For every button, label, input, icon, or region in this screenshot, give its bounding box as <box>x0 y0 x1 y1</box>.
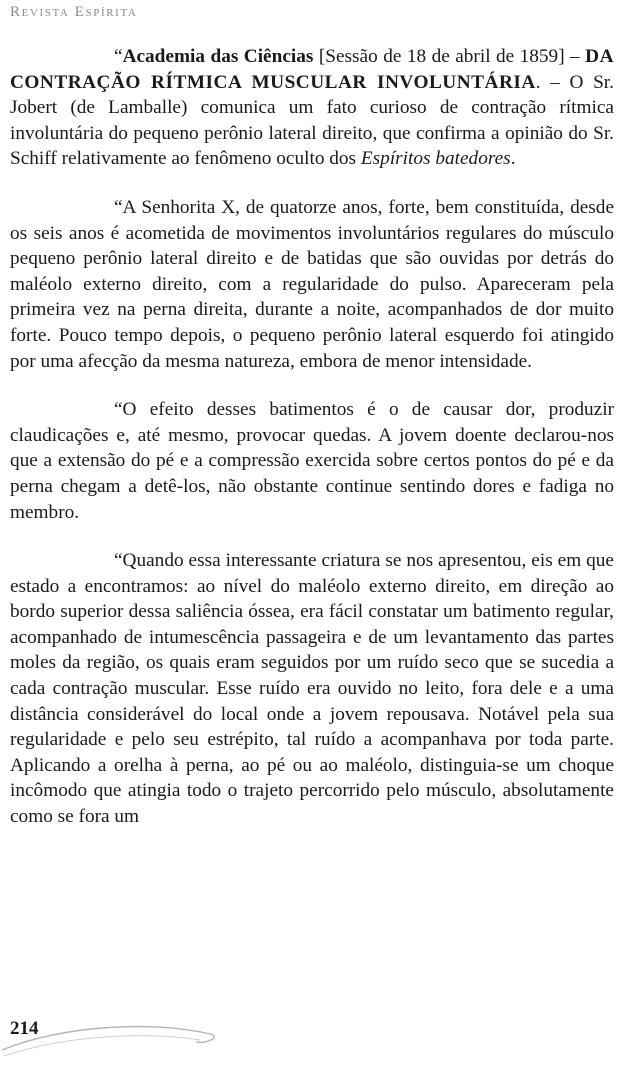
text-segment: . <box>510 148 516 170</box>
text-segment: “Quando essa interessante criatura se nos apresentou, eis em que estado a encontramos: ao nível do maléolo externo direito, em direção ao bordo superior dessa saliência óssea, era fácil constatar um batimento regular, acompanhado de intumescência passageira e de um levantamento das partes moles da região, os quais eram seguidos por um ruído seco que se sucedia a cada contração muscular. Esse ruído era ouvido no leito, fora dele e a uma distância considerável do local onde a jovem repousava. Notável pela sua regularidade e pelo seu estrépito, tal ruído a acompanhava por toda parte. Aplicando a orelha à perna, ao pé ou ao maléolo, distinguia-se um choque incômodo que atingia todo o trajeto percorrido pelo músculo, absolutamente como se fora um <box>10 550 614 828</box>
paragraph <box>10 44 614 172</box>
text-segment: . – O Sr. Jobert (de Lamballe) comunica um fato curioso de contração rítmica involuntária do pequeno perônio lateral direito, que confirma a opinião do Sr. Schiff relativamente ao fenômeno oculto dos <box>10 71 614 170</box>
text-segment: DA CONTRAÇÃO RÍTMICA MUSCULAR INVOLUNTÁRIA <box>10 46 615 93</box>
page-number: 214 <box>10 1018 39 1039</box>
text-segment: Espíritos batedores <box>360 148 511 170</box>
paragraph <box>10 195 614 374</box>
text-segment: “A Senhorita X, de quatorze anos, forte, bem constituída, desde os seis anos é acometida de movimentos involuntários regulares do músculo pequeno perônio lateral direito e de batidas que são ouvidas por detrás do maléolo externo direito, com a regularidade do pulso. Apareceram pela primeira vez na perna direita, durante a noite, acompanhados de dor muito forte. Pouco tempo depois, o pequeno perônio lateral esquerdo foi atingido por uma afecção da mesma natureza, embora de menor intensidade. <box>10 196 614 372</box>
text-segment: “ <box>114 46 123 67</box>
paragraph <box>10 548 614 830</box>
page-footer <box>0 1008 621 1072</box>
text-segment: “O efeito desses batimentos é o de causar dor, produzir claudicações e, até mesmo, provocar quedas. A jovem doente declarou-nos que a extensão do pé e a compressão exercida sobre certos pontos do pé e da perna chegam a detê-los, não obstante continue sentindo dores e fadiga no membro. <box>10 399 614 523</box>
text-segment: Academia das Ciências <box>122 46 314 67</box>
paragraph <box>10 397 614 525</box>
running-header: Revista Espírita <box>10 4 138 20</box>
text-segment: [Sessão de 18 de abril de 1859] – <box>313 46 586 67</box>
article-body <box>10 44 614 853</box>
